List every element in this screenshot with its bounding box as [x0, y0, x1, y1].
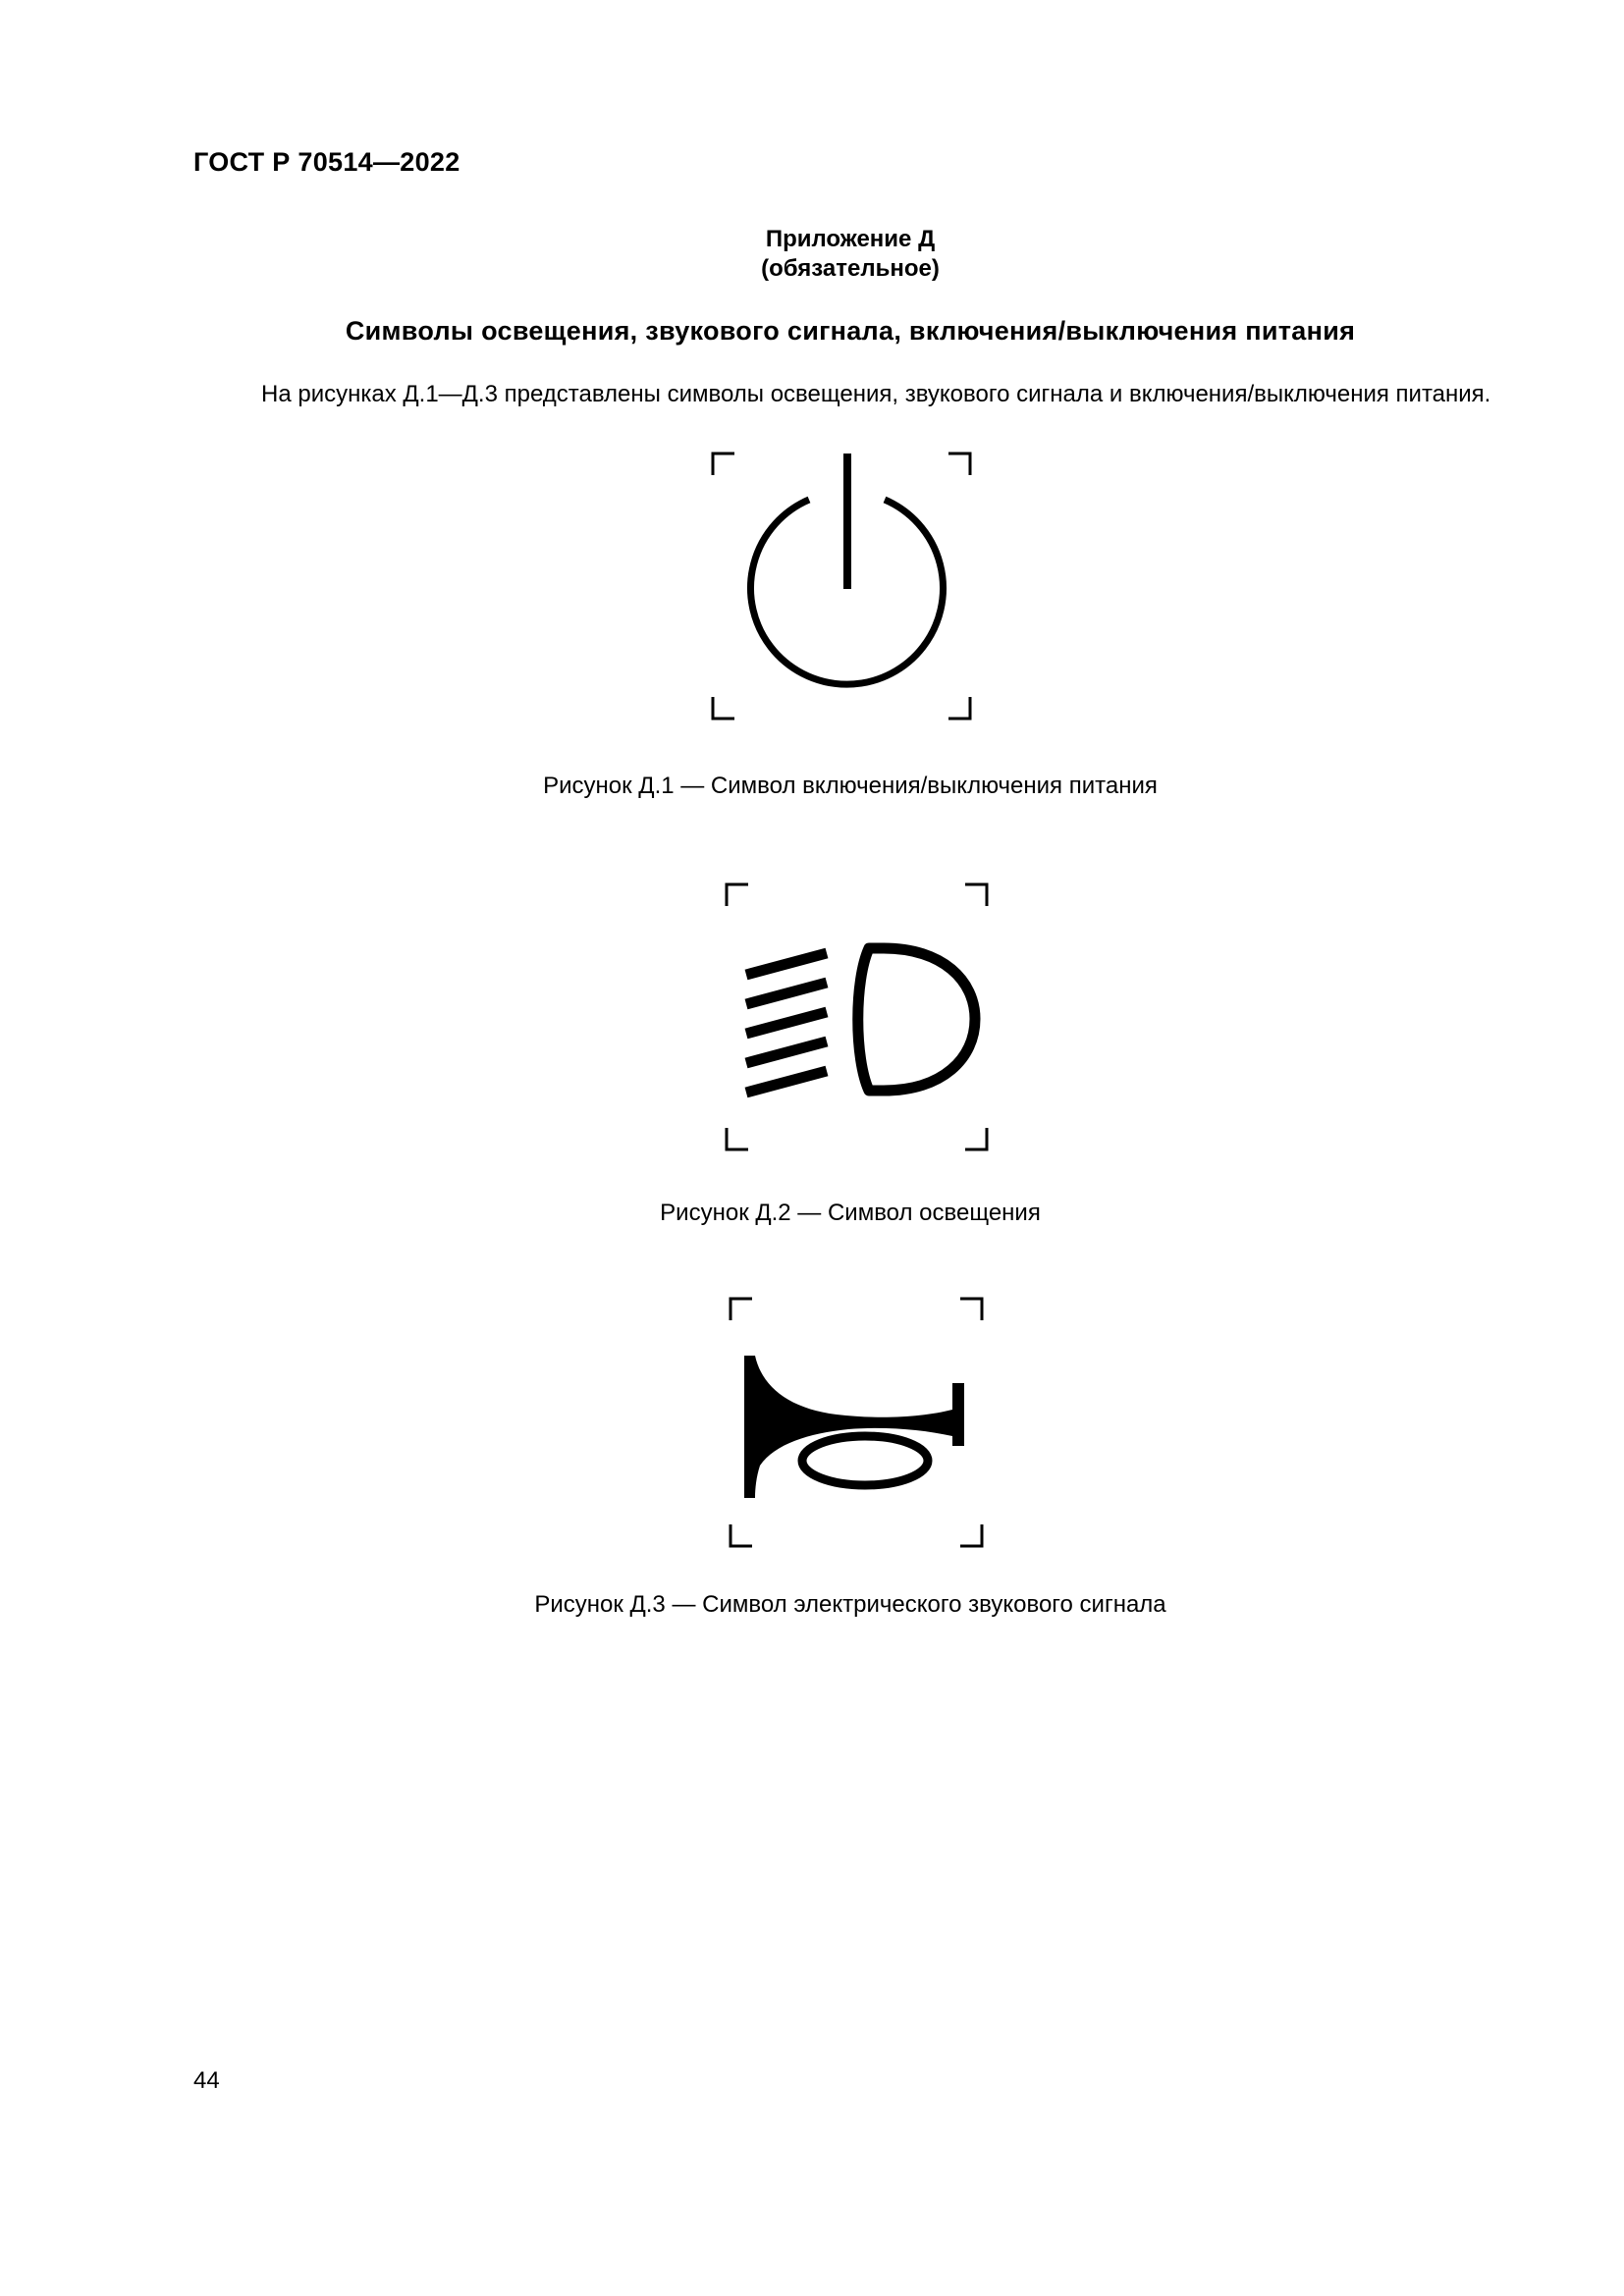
- horn-icon: [721, 1289, 996, 1554]
- appendix-status: (обязательное): [761, 255, 940, 282]
- figure-caption-2: Рисунок Д.2 — Символ освещения: [660, 1200, 1041, 1226]
- figure-caption-3: Рисунок Д.3 — Символ электрического звукового сигнала: [534, 1591, 1166, 1618]
- appendix-title: Приложение Д: [765, 226, 936, 252]
- page-number: 44: [193, 2067, 220, 2094]
- standard-number: ГОСТ Р 70514—2022: [193, 147, 460, 177]
- figure-caption-1: Рисунок Д.1 — Символ включения/выключения питания: [543, 773, 1158, 799]
- power-icon: [699, 444, 994, 728]
- section-heading: Символы освещения, звукового сигнала, включения/выключения питания: [345, 316, 1356, 346]
- appendix-block: [0, 225, 1624, 284]
- headlight-icon: [717, 877, 1001, 1159]
- intro-paragraph: На рисунках Д.1—Д.3 представлены символы освещения, звукового сигнала и включения/выключения питания.: [261, 381, 1491, 407]
